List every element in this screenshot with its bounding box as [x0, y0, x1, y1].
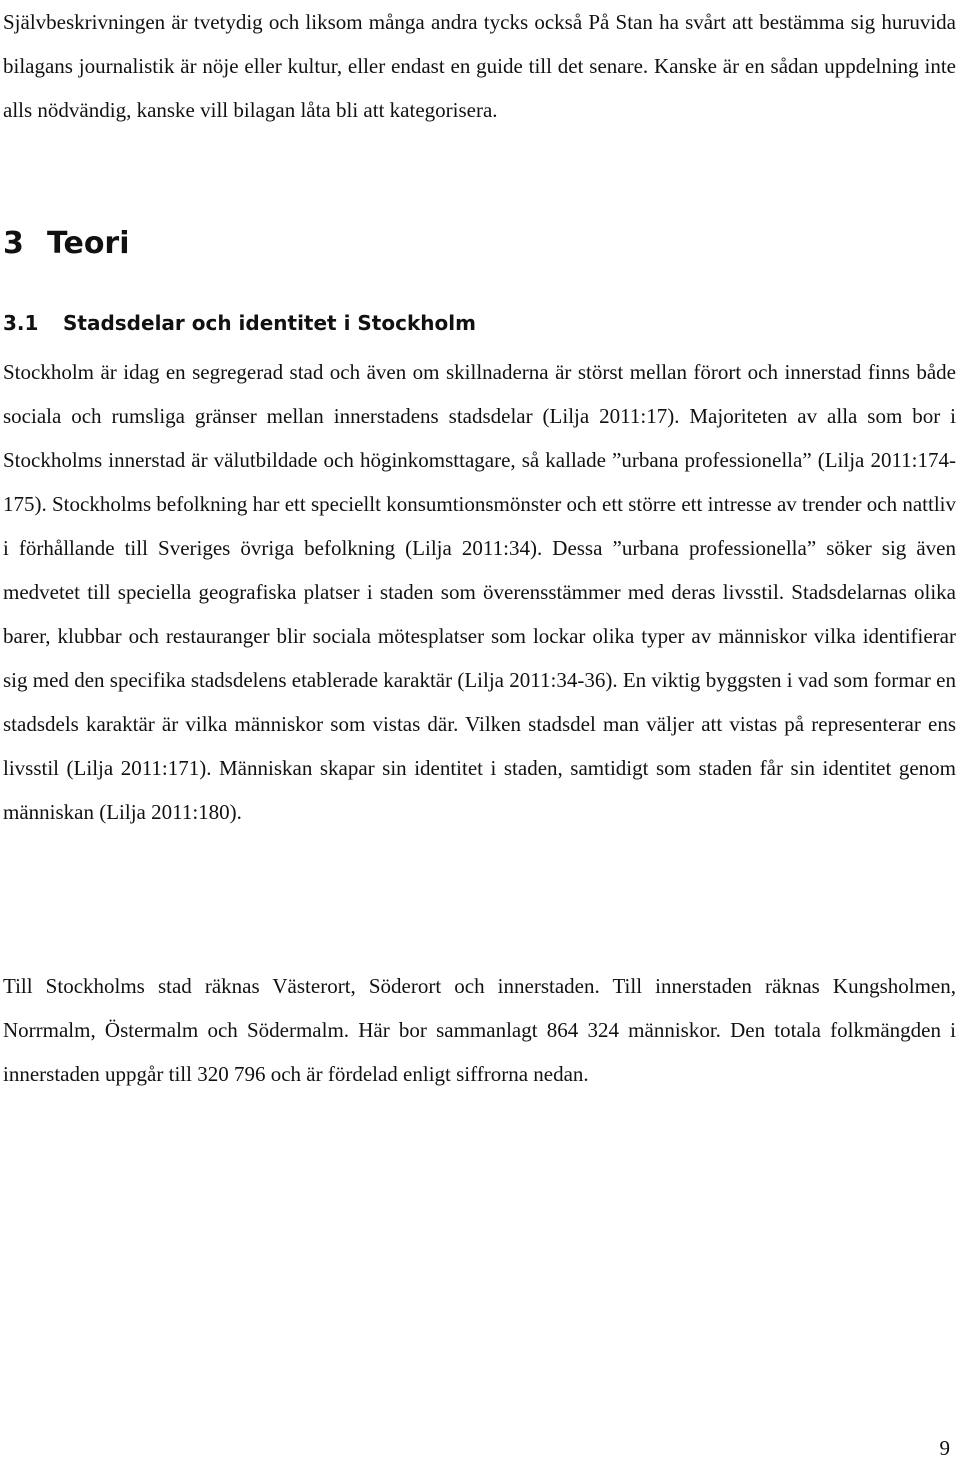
body-paragraph-1: Stockholm är idag en segregerad stad och även om skillnaderna är störst mellan förort och innerstad finns både sociala och rumsliga gränser mellan innerstadens stadsdelar (Lilja 2011:17). Majoriteten av alla som bor i Stockholms innerstad är välutbildade och höginkomsttagare, så kallade ”urbana professionella” (Lilja 2011:174-175). Stockholms befolkning har ett speciellt konsumtionsmönster och ett större ett intresse av trender och nattliv i förhållande till Sveriges övriga befolkning (Lilja 2011:34). Dessa ”urbana professionella” söker sig även medvetet till speciella geografiska platser i staden som överensstämmer med deras livsstil. Stadsdelarnas olika barer, klubbar och restauranger blir sociala mötesplatser som lockar olika typer av människor vilka identifierar sig med den specifika stadsdelens etablerade karaktär (Lilja 2011:34-36). En viktig byggsten i vad som formar en stadsdels karaktär är vilka människor som vistas där. Vilken stadsdel man väljer att vistas på representerar ens livsstil (Lilja 2011:171). Människan skapar sin identitet i staden, samtidigt som staden får sin identitet genom människan (Lilja 2011:180). [3, 360, 956, 824]
subsection-number: 3.1 [3, 311, 39, 335]
page-number: 9 [939, 1436, 950, 1460]
intro-paragraph: Självbeskrivningen är tvetydig och liksom många andra tycks också På Stan ha svårt att bestämma sig huruvida bilagans journalistik är nöje eller kultur, eller endast en guide till det senare. Kanske är en sådan uppdelning inte alls nödvändig, kanske vill bilagan låta bli att kategorisera. [3, 10, 956, 122]
section-heading [3, 222, 130, 266]
subsection-title: Stadsdelar och identitet i Stockholm [63, 311, 476, 335]
section-title: Teori [47, 226, 130, 261]
subsection-heading [3, 303, 476, 343]
body-paragraph-2: Till Stockholms stad räknas Västerort, Söderort och innerstaden. Till innerstaden räknas Kungsholmen, Norrmalm, Östermalm och Södermalm. Här bor sammanlagt 864 324 människor. Den totala folkmängden i innerstaden uppgår till 320 796 och är fördelad enligt siffrorna nedan. [3, 974, 956, 1086]
section-number: 3 [3, 226, 24, 261]
